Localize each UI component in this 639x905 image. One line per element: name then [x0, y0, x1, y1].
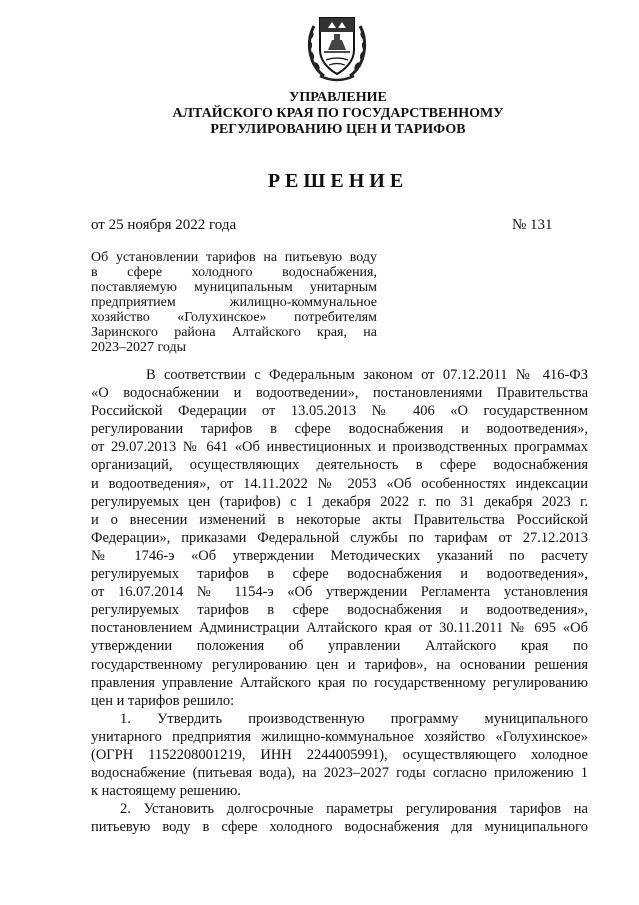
body-line: (ОГРН 1152208001219, ИНН 2244005991), осуществляющего холодное	[91, 746, 588, 763]
document-body	[91, 366, 588, 836]
body-line: правления управление Алтайского края по государственному регулированию	[91, 674, 588, 691]
body-line: 1. Утвердить производственную программу муниципального	[120, 710, 588, 727]
body-line: цен и тарифов решило:	[91, 692, 235, 709]
subject-line: 2023–2027 годы	[91, 340, 187, 355]
document-date: от 25 ноября 2022 года	[91, 217, 237, 233]
body-line: от 29.07.2013 № 641 «Об инвестиционных и производственных программах	[91, 439, 588, 456]
body-line: утверждении положения об управлении Алтайского края по	[91, 638, 588, 655]
subject-line: Об установлении тарифов на питьевую воду	[91, 250, 377, 265]
body-line: «О водоснабжении и водоотведении», постановлениями Правительства	[91, 385, 588, 402]
body-line: и водоотведения», от 14.11.2022 № 2053 «Об особенностях индексации	[91, 475, 588, 492]
body-line: питьевую воду в сфере холодного водоснабжения для муниципального	[91, 819, 588, 836]
org-line: РЕГУЛИРОВАНИЮ ЦЕН И ТАРИФОВ	[210, 122, 466, 137]
subject-line: Заринского района Алтайского края, на	[91, 325, 377, 340]
organization-name	[0, 90, 639, 138]
subject-line: предприятием жилищно-коммунальное	[91, 295, 377, 310]
body-line: к настоящему решению.	[91, 783, 242, 800]
body-line: № 1746-э «Об утверждении Методических указаний по расчету	[91, 547, 588, 564]
body-line: Федерации», приказами Федеральной службы по тарифам от 27.12.2013	[91, 529, 588, 546]
body-line: государственному регулированию цен и тарифов», на основании решения	[91, 656, 588, 673]
org-line: АЛТАЙСКОГО КРАЯ ПО ГОСУДАРСТВЕННОМУ	[172, 106, 504, 121]
document-subject	[91, 250, 377, 355]
body-line: организаций, осуществляющих деятельность в сфере водоснабжения	[91, 457, 588, 474]
org-line: УПРАВЛЕНИЕ	[289, 90, 387, 105]
body-line: и о внесении изменений в некоторые акты Правительства Российской	[91, 511, 588, 528]
body-line: регулируемых тарифов в сфере водоснабжения и водоотведения»,	[91, 602, 588, 619]
body-line: унитарного предприятия жилищно-коммунальное хозяйство «Голухинское»	[91, 728, 588, 745]
body-line: 2. Установить долгосрочные параметры регулирования тарифов на	[120, 801, 588, 818]
document-type-title: РЕШЕНИЕ	[267, 170, 409, 192]
body-line: от 16.07.2014 № 1154-э «Об утверждении Регламента установления	[91, 584, 588, 601]
body-line: регулируемых цен (тарифов) с 1 декабря 2022 г. по 31 декабря 2023 г.	[91, 493, 588, 510]
subject-line: поставляемую муниципальным унитарным	[91, 280, 377, 295]
body-line: регулируемых тарифов в сфере водоснабжения и водоотведения»,	[91, 566, 588, 583]
subject-line: хозяйство «Голухинское» потребителям	[91, 310, 377, 325]
body-line: регулировании тарифов в сфере водоснабжения и водоотведения»,	[91, 421, 588, 438]
document-number: № 131	[512, 217, 553, 233]
body-line: В соответствии с Федеральным законом от 07.12.2011 № 416-ФЗ	[146, 367, 588, 383]
coat-of-arms-icon	[302, 6, 372, 86]
body-line: постановлением Администрации Алтайского края от 30.11.2011 № 695 «Об	[91, 620, 588, 637]
body-line: Российской Федерации от 13.05.2013 № 406 «О государственном	[91, 403, 588, 420]
body-line: водоснабжение (питьевая вода), на 2023–2027 годы согласно приложению 1	[91, 765, 588, 782]
subject-line: в сфере холодного водоснабжения,	[91, 265, 377, 280]
